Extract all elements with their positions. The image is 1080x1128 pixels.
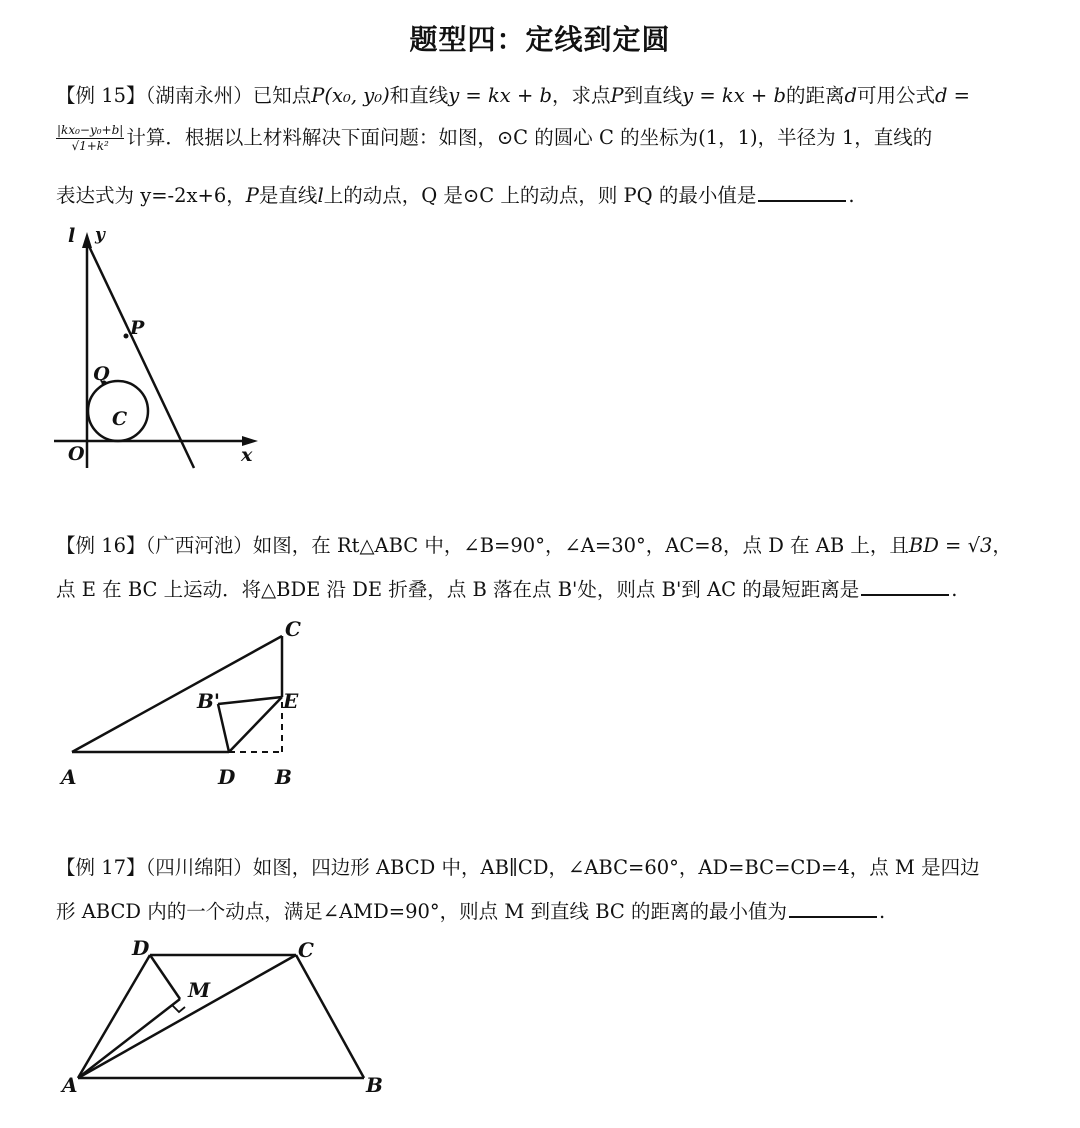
label-b: B (275, 765, 292, 789)
label-b-prime: B' (197, 689, 221, 713)
label-c: C (285, 617, 301, 641)
answer-blank[interactable] (758, 182, 846, 202)
ex16-label: 【例 16】 (56, 534, 146, 557)
ex16-bd: BD = √3 (908, 534, 993, 557)
answer-blank[interactable] (861, 576, 949, 596)
segment-de (229, 697, 282, 752)
ex15-text: ，求点 (552, 84, 611, 107)
ex16-line-1 (56, 530, 1012, 558)
label-m: M (188, 978, 211, 1002)
ex15-line-l: l (317, 184, 324, 207)
ex15-point-p0: P(x₀, y₀) (311, 84, 390, 107)
ex15-text: 和直线 (389, 84, 449, 107)
label-l: l (68, 225, 76, 247)
label-b: B (366, 1073, 383, 1097)
label-p: P (130, 317, 145, 339)
ex17-line-2 (56, 896, 885, 924)
segment-dm (150, 955, 180, 999)
point-p (124, 334, 129, 339)
ex17-label: 【例 17】 (56, 856, 146, 879)
ex16-text: . (951, 578, 958, 601)
fraction-numerator: |kx₀−y₀+b| (57, 123, 124, 137)
y-axis-arrow-icon (82, 232, 92, 248)
ex15-text: 已知点 (252, 84, 312, 107)
ex15-text: 可用公式 (856, 84, 935, 107)
ex17-figure (52, 935, 412, 1105)
label-c: C (298, 938, 314, 962)
ex17-source: （四川绵阳） (145, 856, 253, 879)
ex17-text: 如图，四边形 ABCD 中，AB∥CD，∠ABC=60°，AD=BC=CD=4，点 M 是四边 (252, 856, 980, 879)
ex15-text: 的距离 (785, 84, 845, 107)
ex16-figure (55, 612, 325, 792)
ex15-line-3 (56, 180, 855, 208)
ex16-text: 点 E 在 BC 上运动．将△BDE 沿 DE 折叠，点 B 落在点 B'处，则点 B'到 AC 的最短距离是 (56, 578, 860, 601)
right-angle-mark (172, 1005, 185, 1012)
segment-ac (72, 636, 282, 752)
distance-formula-fraction (56, 123, 124, 154)
page-title: 题型四：定线到定圆 (409, 23, 671, 56)
ex15-d-eq: d = (934, 84, 970, 107)
segment-b-prime-e (218, 697, 282, 704)
ex15-text: . (848, 184, 855, 207)
fraction-denominator: √1+k² (71, 139, 109, 153)
label-x: x (241, 444, 253, 466)
label-c: C (112, 408, 128, 430)
label-o: O (68, 443, 85, 465)
ex16-text: ， (992, 534, 1012, 557)
line-l (87, 242, 194, 468)
ex16-line-2 (56, 574, 957, 602)
ex15-label: 【例 15】 (56, 84, 146, 107)
ex17-text: 形 ABCD 内的一个动点，满足∠AMD=90°，则点 M 到直线 BC 的距离的最小值为 (56, 900, 788, 923)
ex15-d: d (844, 84, 857, 107)
ex15-text: 计算．根据以上材料解决下面问题：如图，⊙C 的圆心 C 的坐标为(1，1)，半径为 1，直线的 (126, 126, 933, 149)
label-a: A (62, 1073, 78, 1097)
segment-ac (78, 955, 296, 1078)
label-a: A (61, 765, 77, 789)
ex15-point-p: P (245, 184, 259, 207)
label-d: D (218, 765, 236, 789)
ex15-text: 到直线 (623, 84, 683, 107)
ex15-line-eq: y = kx + b (448, 84, 552, 107)
ex15-line-1 (56, 80, 970, 108)
segment-ad (78, 955, 150, 1078)
segment-cb (296, 955, 364, 1078)
ex17-line-1 (56, 852, 980, 880)
ex15-line-2 (56, 122, 932, 154)
ex15-figure (50, 220, 280, 480)
label-q: Q (93, 363, 110, 385)
ex16-text: 如图，在 Rt△ABC 中，∠B=90°，∠A=30°，AC=8，点 D 在 AB 上，且 (252, 534, 909, 557)
ex15-text: 是直线 (258, 184, 318, 207)
ex15-text: 上的动点，Q 是⊙C 上的动点，则 PQ 的最小值是 (323, 184, 757, 207)
ex15-point-p: P (610, 84, 624, 107)
label-e: E (283, 689, 299, 713)
ex15-text: 表达式为 y=-2x+6， (56, 184, 246, 207)
ex16-source: （广西河池） (145, 534, 253, 557)
ex15-source: （湖南永州） (145, 84, 253, 107)
ex17-text: . (879, 900, 886, 923)
answer-blank[interactable] (789, 898, 877, 918)
segment-am (78, 999, 180, 1078)
label-y: y (95, 225, 105, 245)
ex15-line-eq-2: y = kx + b (682, 84, 786, 107)
label-d: D (132, 936, 150, 960)
